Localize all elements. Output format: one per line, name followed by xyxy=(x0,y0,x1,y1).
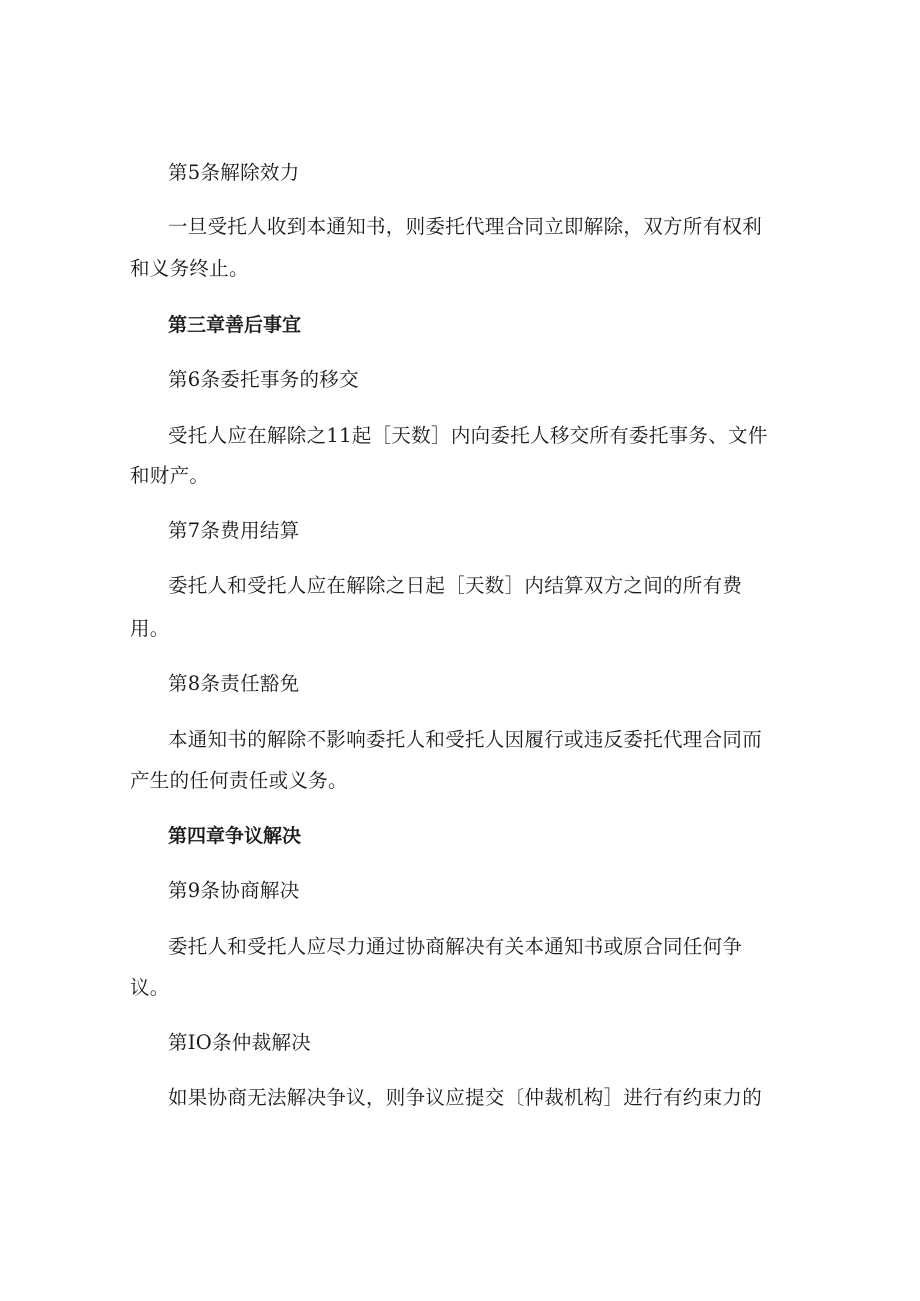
article-5-title: 第5条解除效力 xyxy=(168,161,300,184)
article-8-body-line-2: 产生的任何责任或义务。 xyxy=(130,769,348,792)
article-7-body-line-1: 委托人和受托人应在解除之日起［天数］内结算双方之间的所有费 xyxy=(168,574,743,597)
article-9-title: 第9条协商解决 xyxy=(168,879,300,902)
article-9-body-line-1: 委托人和受托人应尽力通过协商解决有关本通知书或原合同任何争 xyxy=(168,935,743,958)
chapter-3-heading: 第三章善后事宜 xyxy=(168,314,302,336)
article-9-body-line-2: 议。 xyxy=(130,976,170,999)
article-7-title: 第7条费用结算 xyxy=(168,519,300,542)
article-6-title: 第6条委托事务的移交 xyxy=(168,368,359,391)
chapter-4-heading: 第四章争议解决 xyxy=(168,825,302,847)
article-8-body-line-1: 本通知书的解除不影响委托人和受托人因履行或违反委托代理合同而 xyxy=(168,728,763,751)
article-7-body-line-2: 用。 xyxy=(130,617,170,640)
article-5-body-line-1: 一旦受托人收到本通知书，则委托代理合同立即解除，双方所有权利 xyxy=(168,215,763,238)
article-6-body-line-1: 受托人应在解除之11起［天数］内向委托人移交所有委托事务、文件 xyxy=(168,424,768,447)
article-6-body-line-2: 和财产。 xyxy=(130,464,210,487)
article-10-body-line-1: 如果协商无法解决争议，则争议应提交〔仲裁机构］进行有约束力的 xyxy=(168,1086,763,1109)
article-5-body-line-2: 和义务终止。 xyxy=(130,257,249,280)
article-10-title: 第IO条仲裁解决 xyxy=(168,1031,312,1054)
article-8-title: 第8条责任豁免 xyxy=(168,672,300,695)
